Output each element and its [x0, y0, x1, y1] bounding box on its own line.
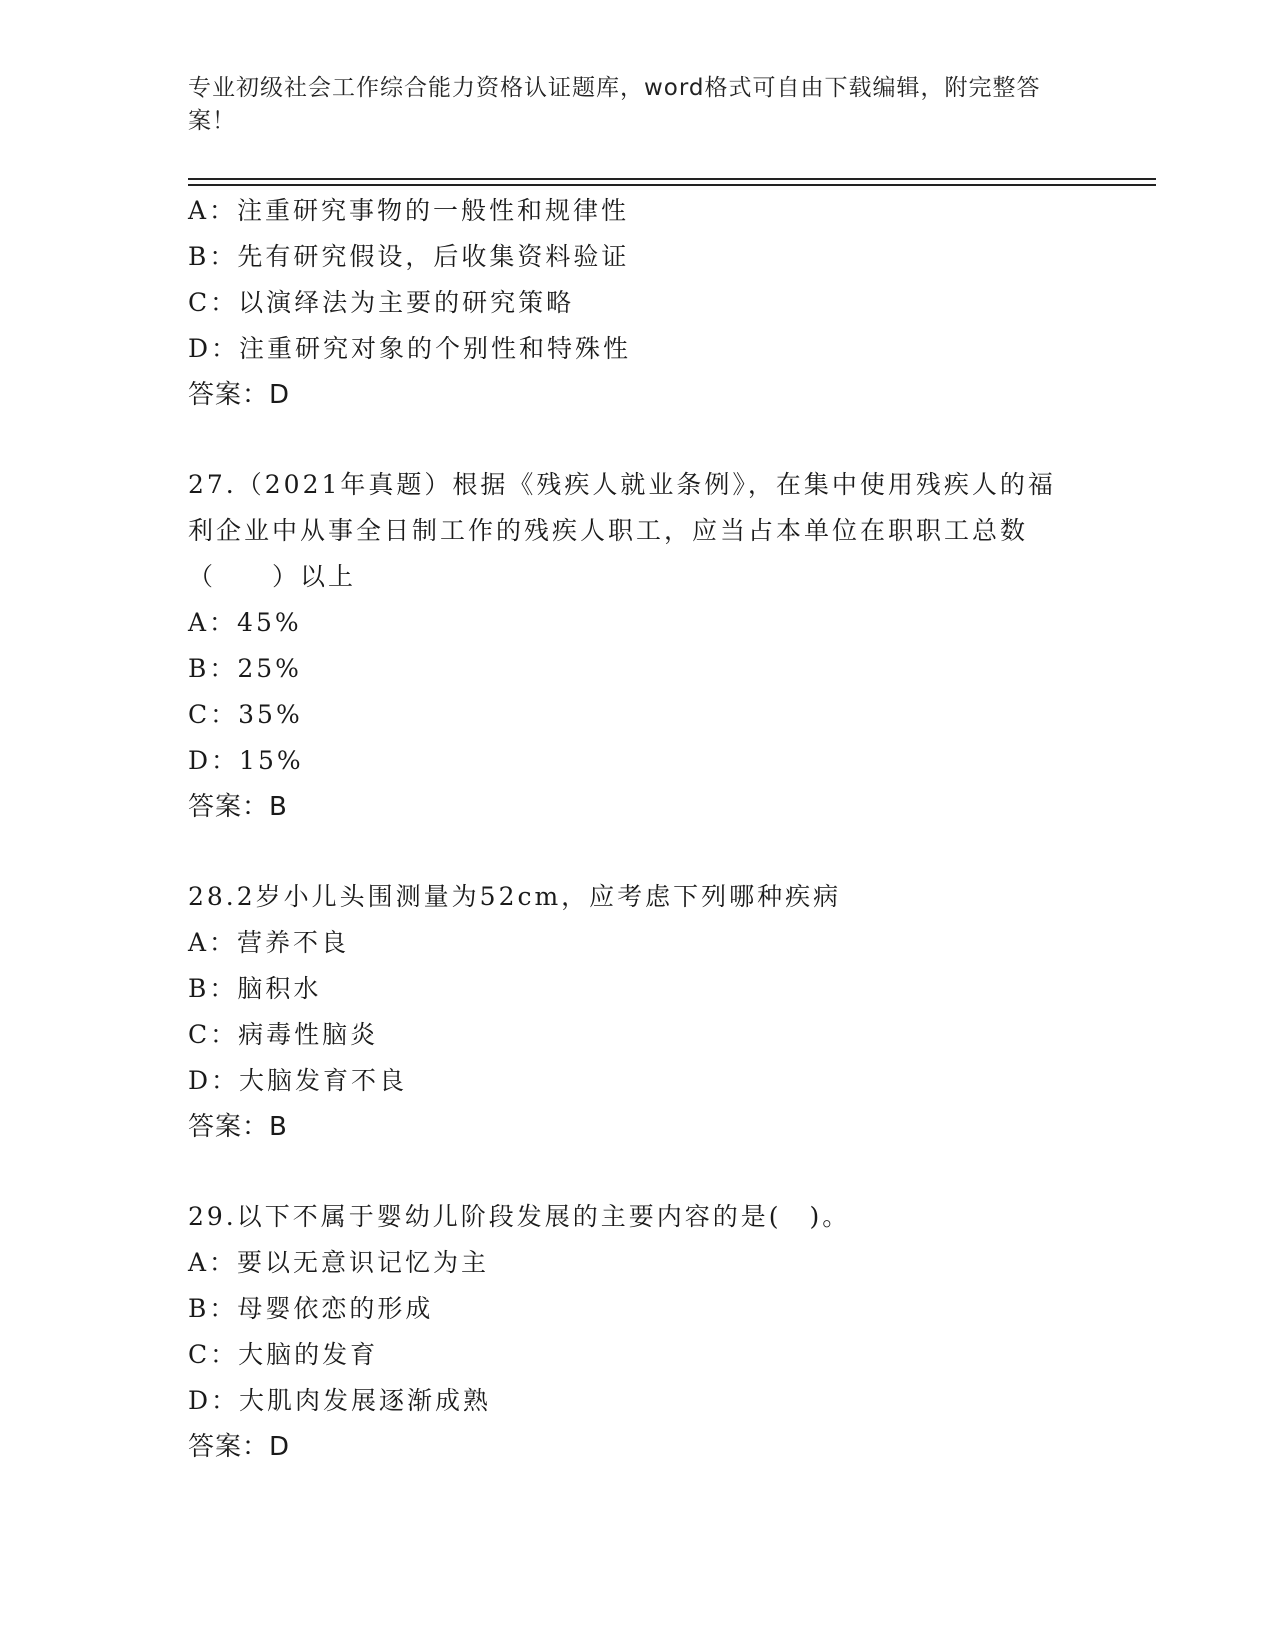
answer: 答案：B — [188, 792, 288, 822]
option-a: A：营养不良 — [188, 928, 350, 957]
option-c: C：以演绎法为主要的研究策略 — [188, 288, 575, 317]
option-a: A：要以无意识记忆为主 — [188, 1248, 490, 1277]
option-c: C：病毒性脑炎 — [188, 1020, 379, 1049]
question-27 — [188, 462, 1108, 830]
question-stem: （ ）以上 — [188, 562, 357, 591]
answer: 答案：D — [188, 380, 291, 410]
option-a: A：45% — [188, 608, 302, 637]
option-c: C：35% — [188, 700, 303, 729]
header-rule-top — [188, 178, 1156, 180]
question-29 — [188, 1194, 1108, 1470]
question-26 — [188, 188, 1108, 418]
answer: 答案：D — [188, 1432, 291, 1462]
option-b: B：脑积水 — [188, 974, 322, 1003]
header-rule-bottom — [188, 184, 1156, 186]
option-d: D：大肌肉发展逐渐成熟 — [188, 1386, 492, 1415]
option-b: B：25% — [188, 654, 302, 683]
option-b: B：母婴依恋的形成 — [188, 1294, 434, 1323]
answer: 答案：B — [188, 1112, 288, 1142]
option-d: D：注重研究对象的个别性和特殊性 — [188, 334, 632, 363]
option-b: B：先有研究假设，后收集资料验证 — [188, 242, 630, 271]
document-header: 专业初级社会工作综合能力资格认证题库，word格式可自由下载编辑，附完整答案！ — [188, 75, 1041, 134]
question-stem: 28.2岁小儿头围测量为52cm，应考虑下列哪种疾病 — [188, 882, 842, 911]
option-c: C：大脑的发育 — [188, 1340, 379, 1369]
question-stem: 27.（2021年真题）根据《残疾人就业条例》，在集中使用残疾人的福 — [188, 470, 1056, 499]
question-stem: 29.以下不属于婴幼儿阶段发展的主要内容的是( )。 — [188, 1202, 851, 1231]
question-stem: 利企业中从事全日制工作的残疾人职工，应当占本单位在职职工总数 — [188, 516, 1029, 545]
option-a: A：注重研究事物的一般性和规律性 — [188, 196, 630, 225]
option-d: D：大脑发育不良 — [188, 1066, 408, 1095]
question-list — [188, 188, 1108, 1470]
option-d: D：15% — [188, 746, 304, 775]
question-28 — [188, 874, 1108, 1150]
